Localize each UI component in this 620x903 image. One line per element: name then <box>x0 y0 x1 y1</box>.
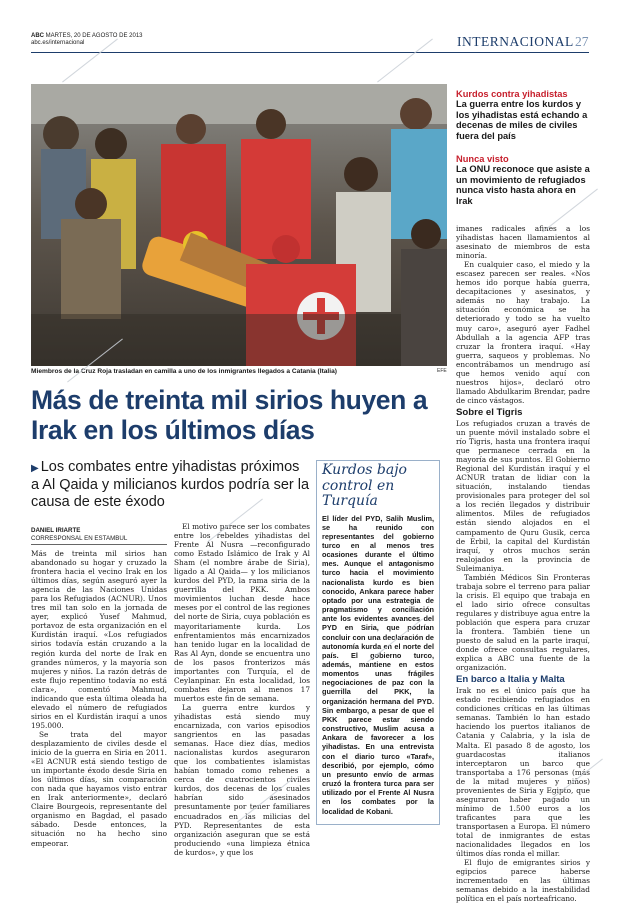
issue-date: MARTES, 20 DE AGOSTO DE 2013 <box>45 33 143 39</box>
box-body <box>322 514 434 816</box>
article-paragraph: También Médicos Sin Fronteras trabaja sobre el terreno para paliar la crisis. El equipo que trabaja en el lado sirio ofrece consultas regulares y distribuye agua entre la población que espera para cruzar la frontera. También tiene un puesto de salud en la parte iraquí, donde ofrece consultas regulares, explica a ABC una fuente de la organización. <box>456 572 590 673</box>
highlight-1 <box>456 89 590 141</box>
box-paragraph: El líder del PYD, Salih Muslim, se ha reunido con representantes del gobierno turco en al menos tres ocasiones durante el último mes. Aunque el antagonismo turco hacia el movimiento nacionalista kurdo es bien conocido, Ankara parece haber optado por una estrategia de pragmatismo y conciliación ante los evidentes avances del PYD en Siria, que podrían concluir con una declaración de autonomía kurda en el norte del país. El gobierno turco, además, mantiene en estos momentos unas frágiles negociaciones de paz con la guerrilla del PKK, la organización hermana del PYD. Sin embargo, a pesar de que el PKK parece estar siendo constructivo, Muslim acusa a Ankara de favorecer a los yihadistas. En una entrevista con el diario turco «Taraf», describió, por ejemplo, cómo un presunto envío de armas cruzó la frontera turca para ser utilizado por el Frente Al Nusra en los combates por la localidad de Kobani. <box>322 513 434 816</box>
section-url[interactable]: abc.es/internacional <box>31 40 85 46</box>
article-subhead <box>31 459 311 510</box>
news-photo <box>31 84 447 366</box>
author-role: CORRESPONSAL EN ESTAMBUL <box>31 535 128 542</box>
article-paragraph: El motivo parece ser los combates entre los rebeldes yihadistas del Frente Al Nusra —reconfigurado como Estado Islámico de Irak y Al Sham (el nombre árabe de Siria), ligado a Al Qaida— y los milicianos kurdos del PYD, la rama siria de la guerrilla del PKK. Ambos movimientos luchan desde hace meses por el control de las regiones del norte de Siria, cuya población es mayoritariamente kurda. Los enfrentamientos más encarnizados han tenido lugar en la localidad de Ras Al Ayn, donde se encuentra uno de los pasos fronterizos más importantes con Turquía, el de Ceylanpinar. En esta localidad, los combates dejaron al menos 17 muertos este fin de semana. <box>174 522 311 703</box>
byline <box>31 527 171 543</box>
article-column-3 <box>456 224 590 903</box>
sidebar-box <box>316 460 440 825</box>
photo-credit: EFE <box>437 368 447 374</box>
watermark-stroke <box>377 39 433 83</box>
article-paragraph: Más de treinta mil sirios han abandonado su hogar y cruzado la frontera hacia el vecino Irak en los últimos días, según aseguró ayer la agencia de las Naciones Unidas para los Refugiados (ACNUR). Unos tres mil tan solo en la jornada de ayer, explicó Yusef Mahmud, portavoz de esta organización en el Kurdistán iraquí. «Los refugiados sirios todavía están cruzando a la región kurda del norte de Irak en grandes números, y la mayoría son mujeres y niños. La razón detrás de este flujo repentino todavía no está clara», comentó Mahmud, indicando que esta última oleada ha elevado el número de refugiados sirios en el Kurdistán iraquí a unos 195.000. <box>31 549 167 730</box>
page-number: 27 <box>575 34 589 49</box>
subheading-tigris: Sobre el Tigris <box>456 406 523 418</box>
main-headline: Más de treinta mil sirios huyen a Irak en los últimos días <box>31 385 428 445</box>
highlight-kicker: Nunca visto <box>456 154 509 164</box>
article-paragraph: El flujo de emigrantes sirios y egipcios parece haberse incrementado en las últimas semanas debido a la inestabilidad política en el país norteafricano. <box>456 858 590 903</box>
highlight-headline: La guerra entre los kurdos y los yihadistas está echando a decenas de miles de civiles fuera del país <box>456 99 588 141</box>
article-column-2 <box>174 522 310 857</box>
section-title: INTERNACIONAL <box>457 34 574 49</box>
author-name: DANIEL IRIARTE <box>31 527 81 534</box>
paper-name: ABC <box>31 33 44 39</box>
byline-rule <box>31 544 167 545</box>
subhead-text: Los combates entre yihadistas próximos a Al Qaida y milicianos kurdos podría ser la causa de este éxodo <box>31 459 310 510</box>
article-paragraph: imanes radicales afines a los yihadistas hacen llamamientos al asesinato de miembros de esta minoría. <box>456 224 590 261</box>
highlight-headline: La ONU reconoce que asiste a un movimiento de refugiados nunca visto hasta ahora en Irak <box>456 164 590 206</box>
article-paragraph: Los refugiados cruzan a través de un puente móvil instalado sobre el río Tigris, hasta una frontera iraquí que permanece cerrada en la mayoría de sus puntos. El Gobierno Regional del Kurdistán iraquí y el ACNUR tratan de lidiar con la situación, instalando tiendas provisionales para proteger del sol a los recién llegados y distribuir alimentos. Miles de refugiados están siendo alojados en el campamento de Quru Gusik, cerca de Erbil, la capital del Kurdistán iraquí, y otros muchos serán realojados en la provincia de Suleimaniya. <box>456 418 590 573</box>
article-paragraph: Se trata del mayor desplazamiento de civiles desde el inicio de la guerra en Siria en 2011. «El ACNUR está siendo testigo de un importante éxodo desde Siria en los últimos días, sin comparación con nada que hayamos visto entrar en Irak anteriormente», declaró Claire Bourgeois, representante del organismo en Bagdad, el pasado sábado. Desde entonces, la situación no ha hecho sino empeorar. <box>31 729 167 848</box>
highlight-kicker: Kurdos contra yihadistas <box>456 89 568 99</box>
photo-caption: Miembros de la Cruz Roja trasladan en camilla a uno de los inmigrantes llegados a Catania (Italia) <box>31 368 337 375</box>
highlight-2 <box>456 154 590 206</box>
subheading-italia-malta: En barco a Italia y Malta <box>456 674 565 686</box>
article-paragraph: En cualquier caso, el miedo y la escasez parecen ser reales. «Nos hemos ido porque había guerra, decapitaciones y asesinatos, y además no hay trabajo. La situación económica se ha deteriorado y todo se ha vuelto muy caro», aseguró ayer Fadhel Abdullah a la agencia AFP tras cruzar la frontera iraquí. «Hay guerra, saqueos y problemas. No encontrábamos un mendrugo así que hemos venido aquí con nuestros hijos», declaró otro llamado Abdulkarim Brendar, padre de cinco vástagos. <box>456 260 590 405</box>
article-paragraph: Irak no es el único país que ha estado recibiendo refugiados en condiciones críticas en las últimas semanas. También lo han estado haciendo los puertos italianos de Catania y Calabria, y la isla de Malta. El pasado 8 de agosto, los guardacostas italianos interceptaron un barco que transportaba a 176 personas (más de la mitad mujeres y niños) provenientes de Siria y Egipto, que aseguraron haber pagado un mínimo de 1.500 euros a los traficantes para que les transportasen a Europa. El número total de inmigrantes de estas nacionalidades llegados en los últimos días ronda el millar. <box>456 686 590 859</box>
article-column-1 <box>31 549 167 848</box>
header-rule <box>31 52 589 53</box>
photo-illustration <box>31 84 447 366</box>
box-title: Kurdos bajo control en Turquía <box>322 462 407 509</box>
header-meta <box>31 33 143 47</box>
article-paragraph: La guerra entre kurdos y yihadistas está siendo muy encarnizada, con varios episodios sangrientos en las pasadas semanas. Hace diez días, medios nacionalistas kurdos aseguraron que los combatientes islamistas habían tomado como rehenes a cerca de cuatrocientos civiles kurdos, dos decenas de los cuales habrían sido asesinados presuntamente por tener familiares encuadrados en las milicias del PYD. Representantes de esta organización aseguran que se está produciendo «una limpieza étnica de kurdos», y que los <box>174 702 310 857</box>
arrow-right-icon: ▶ <box>31 463 39 474</box>
